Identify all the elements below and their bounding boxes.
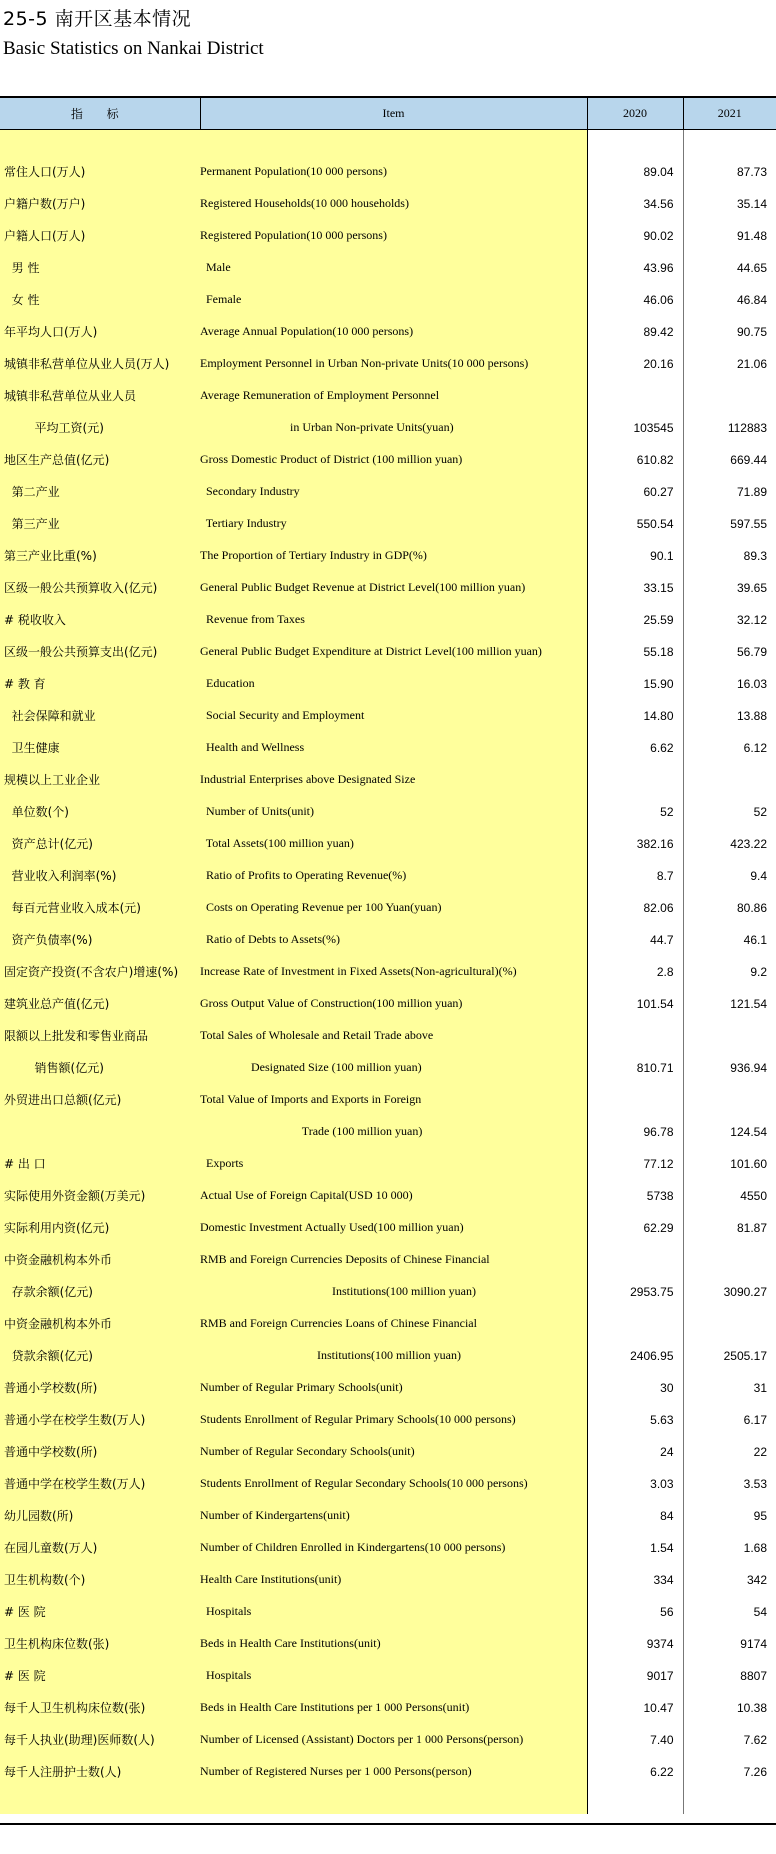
value-2021-cell [683,1308,776,1340]
value-2020-cell: 96.78 [587,1116,683,1148]
table-title-english: Basic Statistics on Nankai District [3,38,264,59]
item-cell: Beds in Health Care Institutions(unit) [200,1628,587,1660]
item-cell: Increase Rate of Investment in Fixed Assets(Non-agricultural)(%) [200,956,587,988]
indicator-cell: 实际利用内资(亿元) [0,1212,200,1244]
value-2020-cell: 610.82 [587,444,683,476]
indicator-cell: 贷款余额(亿元) [0,1340,200,1372]
value-2020-cell: 7.40 [587,1724,683,1756]
table-row [0,636,776,668]
value-2020-cell: 33.15 [587,572,683,604]
item-cell: Beds in Health Care Institutions per 1 000 Persons(unit) [200,1692,587,1724]
table-row [0,892,776,924]
indicator-cell: 每千人卫生机构床位数(张) [0,1692,200,1724]
table-row [0,924,776,956]
indicator-cell: # 医 院 [0,1596,200,1628]
table-row [0,1532,776,1564]
table-row [0,860,776,892]
table-row [0,956,776,988]
indicator-cell: 第三产业比重(%) [0,540,200,572]
value-2021-cell [683,1084,776,1116]
value-2020-cell [587,1244,683,1276]
value-2021-cell: 80.86 [683,892,776,924]
item-cell: RMB and Foreign Currencies Loans of Chinese Financial [200,1308,587,1340]
indicator-cell: 建筑业总产值(亿元) [0,988,200,1020]
indicator-cell: 常住人口(万人) [0,156,200,188]
value-2021-cell [683,1244,776,1276]
value-2021-cell: 22 [683,1436,776,1468]
item-cell: Registered Households(10 000 households) [200,188,587,220]
value-2020-cell: 55.18 [587,636,683,668]
value-2020-cell: 25.59 [587,604,683,636]
indicator-cell: 存款余额(亿元) [0,1276,200,1308]
value-2020-cell: 8.7 [587,860,683,892]
value-2021-cell: 16.03 [683,668,776,700]
indicator-cell: # 出 口 [0,1148,200,1180]
value-2020-cell: 30 [587,1372,683,1404]
table-trailing-row [0,1788,776,1814]
item-cell: Actual Use of Foreign Capital(USD 10 000) [200,1180,587,1212]
table-row [0,540,776,572]
value-2021-cell: 4550 [683,1180,776,1212]
table-row [0,604,776,636]
item-cell: Total Sales of Wholesale and Retail Trade above [200,1020,587,1052]
indicator-cell: 区级一般公共预算支出(亿元) [0,636,200,668]
value-2021-cell: 46.1 [683,924,776,956]
value-2021-cell: 121.54 [683,988,776,1020]
value-2021-cell: 124.54 [683,1116,776,1148]
value-2021-cell: 9.2 [683,956,776,988]
value-2021-cell: 342 [683,1564,776,1596]
header-item: Item [200,97,587,129]
indicator-cell: 限额以上批发和零售业商品 [0,1020,200,1052]
value-2020-cell: 2.8 [587,956,683,988]
value-2021-cell [683,1020,776,1052]
item-cell: Number of Regular Secondary Schools(unit) [200,1436,587,1468]
indicator-cell: 户籍户数(万户) [0,188,200,220]
item-cell: Female [200,284,587,316]
table-row [0,1596,776,1628]
header-year-2021: 2021 [683,97,776,129]
table-row [0,1116,776,1148]
table-row [0,156,776,188]
indicator-cell: 卫生健康 [0,732,200,764]
value-2020-cell: 6.22 [587,1756,683,1788]
indicator-cell: 普通小学在校学生数(万人) [0,1404,200,1436]
table-row [0,1500,776,1532]
indicator-cell: 第三产业 [0,508,200,540]
value-2021-cell: 1.68 [683,1532,776,1564]
item-cell: Average Remuneration of Employment Personnel [200,380,587,412]
value-2020-cell: 52 [587,796,683,828]
item-cell: Male [200,252,587,284]
indicator-cell: 卫生机构数(个) [0,1564,200,1596]
indicator-cell: 每百元营业收入成本(元) [0,892,200,924]
value-2021-cell: 7.26 [683,1756,776,1788]
value-2020-cell: 56 [587,1596,683,1628]
item-cell: General Public Budget Revenue at District Level(100 million yuan) [200,572,587,604]
item-cell: Gross Domestic Product of District (100 million yuan) [200,444,587,476]
value-2021-cell: 423.22 [683,828,776,860]
indicator-cell: 在园儿童数(万人) [0,1532,200,1564]
value-2020-cell: 5738 [587,1180,683,1212]
item-cell: Number of Units(unit) [200,796,587,828]
indicator-cell: 中资金融机构本外币 [0,1308,200,1340]
indicator-cell: 地区生产总值(亿元) [0,444,200,476]
table-row [0,1340,776,1372]
table-row [0,412,776,444]
table-row [0,1468,776,1500]
item-cell: The Proportion of Tertiary Industry in GDP(%) [200,540,587,572]
value-2020-cell: 34.56 [587,188,683,220]
table-row [0,700,776,732]
value-2020-cell: 6.62 [587,732,683,764]
value-2020-cell: 103545 [587,412,683,444]
indicator-cell: 普通小学校数(所) [0,1372,200,1404]
value-2021-cell: 56.79 [683,636,776,668]
value-2021-cell: 6.12 [683,732,776,764]
item-cell: Health and Wellness [200,732,587,764]
item-cell: Tertiary Industry [200,508,587,540]
header-year-2020: 2020 [587,97,683,129]
value-2020-cell: 82.06 [587,892,683,924]
item-cell: Number of Children Enrolled in Kindergartens(10 000 persons) [200,1532,587,1564]
table-row [0,1628,776,1660]
table-row [0,1020,776,1052]
item-cell: Average Annual Population(10 000 persons) [200,316,587,348]
indicator-cell: 固定资产投资(不含农户)增速(%) [0,956,200,988]
value-2021-cell: 39.65 [683,572,776,604]
indicator-cell: 户籍人口(万人) [0,220,200,252]
value-2021-cell: 21.06 [683,348,776,380]
value-2020-cell: 44.7 [587,924,683,956]
value-2021-cell: 91.48 [683,220,776,252]
value-2020-cell: 1.54 [587,1532,683,1564]
item-cell: Industrial Enterprises above Designated Size [200,764,587,796]
value-2021-cell: 71.89 [683,476,776,508]
item-cell: Secondary Industry [200,476,587,508]
value-2020-cell: 84 [587,1500,683,1532]
value-2020-cell: 2953.75 [587,1276,683,1308]
table-bottom-rule [0,1823,776,1825]
table-row [0,348,776,380]
value-2020-cell: 77.12 [587,1148,683,1180]
value-2021-cell: 32.12 [683,604,776,636]
indicator-cell: 中资金融机构本外币 [0,1244,200,1276]
value-2021-cell: 44.65 [683,252,776,284]
indicator-cell: 普通中学在校学生数(万人) [0,1468,200,1500]
value-2021-cell: 597.55 [683,508,776,540]
indicator-cell: 男 性 [0,252,200,284]
indicator-cell: 实际使用外资金额(万美元) [0,1180,200,1212]
table-row [0,764,776,796]
value-2020-cell: 334 [587,1564,683,1596]
indicator-cell: 营业收入利润率(%) [0,860,200,892]
table-row [0,476,776,508]
value-2021-cell: 9.4 [683,860,776,892]
value-2020-cell: 3.03 [587,1468,683,1500]
indicator-cell: 社会保障和就业 [0,700,200,732]
table-row [0,380,776,412]
table-row [0,668,776,700]
table-row [0,1212,776,1244]
table-row [0,316,776,348]
table-row [0,572,776,604]
value-2021-cell: 13.88 [683,700,776,732]
item-cell: RMB and Foreign Currencies Deposits of Chinese Financial [200,1244,587,1276]
table-header [0,97,776,129]
indicator-cell: # 税收收入 [0,604,200,636]
table-row [0,508,776,540]
item-cell: Number of Registered Nurses per 1 000 Persons(person) [200,1756,587,1788]
item-cell: General Public Budget Expenditure at District Level(100 million yuan) [200,636,587,668]
value-2021-cell: 87.73 [683,156,776,188]
table-row [0,1148,776,1180]
indicator-cell: 幼儿园数(所) [0,1500,200,1532]
value-2021-cell: 2505.17 [683,1340,776,1372]
item-cell: Revenue from Taxes [200,604,587,636]
table-row [0,1276,776,1308]
item-cell: Trade (100 million yuan) [200,1116,587,1148]
item-cell: Students Enrollment of Regular Secondary Schools(10 000 persons) [200,1468,587,1500]
item-cell: Number of Kindergartens(unit) [200,1500,587,1532]
table-row [0,252,776,284]
table-row [0,796,776,828]
value-2020-cell: 2406.95 [587,1340,683,1372]
value-2021-cell: 31 [683,1372,776,1404]
value-2020-cell: 62.29 [587,1212,683,1244]
indicator-cell: 第二产业 [0,476,200,508]
item-cell: Institutions(100 million yuan) [200,1340,587,1372]
indicator-cell: 女 性 [0,284,200,316]
indicator-cell: 单位数(个) [0,796,200,828]
value-2021-cell: 3.53 [683,1468,776,1500]
indicator-cell: 资产总计(亿元) [0,828,200,860]
table-row [0,1724,776,1756]
indicator-cell: 外贸进出口总额(亿元) [0,1084,200,1116]
table-row [0,188,776,220]
item-cell: Social Security and Employment [200,700,587,732]
item-cell: in Urban Non-private Units(yuan) [200,412,587,444]
item-cell: Gross Output Value of Construction(100 million yuan) [200,988,587,1020]
table-row [0,1756,776,1788]
item-cell: Employment Personnel in Urban Non-private Units(10 000 persons) [200,348,587,380]
indicator-cell: 平均工资(元) [0,412,200,444]
value-2021-cell: 8807 [683,1660,776,1692]
table-row [0,1180,776,1212]
table-row [0,1052,776,1084]
value-2021-cell: 89.3 [683,540,776,572]
value-2020-cell: 10.47 [587,1692,683,1724]
value-2020-cell: 43.96 [587,252,683,284]
value-2020-cell: 15.90 [587,668,683,700]
value-2021-cell: 3090.27 [683,1276,776,1308]
value-2020-cell: 9374 [587,1628,683,1660]
value-2020-cell [587,380,683,412]
value-2020-cell: 24 [587,1436,683,1468]
item-cell: Exports [200,1148,587,1180]
value-2021-cell: 936.94 [683,1052,776,1084]
indicator-cell [0,1116,200,1148]
indicator-cell: 资产负债率(%) [0,924,200,956]
item-cell: Costs on Operating Revenue per 100 Yuan(yuan) [200,892,587,924]
value-2020-cell: 46.06 [587,284,683,316]
table-body [0,129,776,1814]
table-row [0,1564,776,1596]
table-row [0,1436,776,1468]
value-2021-cell: 112883 [683,412,776,444]
value-2020-cell: 89.42 [587,316,683,348]
table-spacer-row [0,129,776,156]
item-cell: Hospitals [200,1660,587,1692]
item-cell: Domestic Investment Actually Used(100 million yuan) [200,1212,587,1244]
value-2021-cell: 10.38 [683,1692,776,1724]
value-2020-cell: 5.63 [587,1404,683,1436]
value-2020-cell [587,764,683,796]
indicator-cell: # 教 育 [0,668,200,700]
value-2021-cell: 95 [683,1500,776,1532]
value-2021-cell: 101.60 [683,1148,776,1180]
value-2020-cell: 89.04 [587,156,683,188]
table-row [0,1404,776,1436]
value-2021-cell: 46.84 [683,284,776,316]
value-2021-cell: 9174 [683,1628,776,1660]
item-cell: Total Value of Imports and Exports in Foreign [200,1084,587,1116]
table-row [0,1372,776,1404]
indicator-cell: 年平均人口(万人) [0,316,200,348]
item-cell: Number of Licensed (Assistant) Doctors per 1 000 Persons(person) [200,1724,587,1756]
table-row [0,1308,776,1340]
indicator-cell: 普通中学校数(所) [0,1436,200,1468]
item-cell: Designated Size (100 million yuan) [200,1052,587,1084]
value-2021-cell: 669.44 [683,444,776,476]
table-row [0,220,776,252]
value-2020-cell: 20.16 [587,348,683,380]
indicator-cell: 城镇非私营单位从业人员 [0,380,200,412]
table-row [0,284,776,316]
value-2020-cell: 550.54 [587,508,683,540]
value-2021-cell: 90.75 [683,316,776,348]
value-2020-cell: 9017 [587,1660,683,1692]
table-row [0,732,776,764]
value-2021-cell [683,380,776,412]
indicator-cell: 销售额(亿元) [0,1052,200,1084]
indicator-cell: 区级一般公共预算收入(亿元) [0,572,200,604]
value-2021-cell: 52 [683,796,776,828]
item-cell: Hospitals [200,1596,587,1628]
indicator-cell: 规模以上工业企业 [0,764,200,796]
indicator-cell: 每千人执业(助理)医师数(人) [0,1724,200,1756]
value-2020-cell: 90.1 [587,540,683,572]
item-cell: Registered Population(10 000 persons) [200,220,587,252]
item-cell: Institutions(100 million yuan) [200,1276,587,1308]
value-2020-cell [587,1308,683,1340]
table-row [0,1244,776,1276]
statistics-table [0,96,776,1814]
indicator-cell: 卫生机构床位数(张) [0,1628,200,1660]
item-cell: Total Assets(100 million yuan) [200,828,587,860]
value-2021-cell: 35.14 [683,188,776,220]
indicator-cell: 每千人注册护士数(人) [0,1756,200,1788]
indicator-cell: 城镇非私营单位从业人员(万人) [0,348,200,380]
table-row [0,1084,776,1116]
item-cell: Ratio of Profits to Operating Revenue(%) [200,860,587,892]
value-2021-cell: 81.87 [683,1212,776,1244]
value-2021-cell: 6.17 [683,1404,776,1436]
header-indicator: 指 标 [0,97,200,129]
indicator-cell: # 医 院 [0,1660,200,1692]
value-2020-cell: 90.02 [587,220,683,252]
item-cell: Education [200,668,587,700]
item-cell: Health Care Institutions(unit) [200,1564,587,1596]
table-title-chinese: 25-5 南开区基本情况 [3,8,192,30]
value-2020-cell [587,1020,683,1052]
value-2021-cell: 7.62 [683,1724,776,1756]
item-cell: Permanent Population(10 000 persons) [200,156,587,188]
item-cell: Ratio of Debts to Assets(%) [200,924,587,956]
value-2020-cell [587,1084,683,1116]
value-2021-cell: 54 [683,1596,776,1628]
value-2021-cell [683,764,776,796]
item-cell: Number of Regular Primary Schools(unit) [200,1372,587,1404]
table-row [0,828,776,860]
table-row [0,444,776,476]
value-2020-cell: 382.16 [587,828,683,860]
value-2020-cell: 810.71 [587,1052,683,1084]
value-2020-cell: 101.54 [587,988,683,1020]
value-2020-cell: 60.27 [587,476,683,508]
table-row [0,1660,776,1692]
value-2020-cell: 14.80 [587,700,683,732]
table-row [0,988,776,1020]
item-cell: Students Enrollment of Regular Primary Schools(10 000 persons) [200,1404,587,1436]
table-row [0,1692,776,1724]
